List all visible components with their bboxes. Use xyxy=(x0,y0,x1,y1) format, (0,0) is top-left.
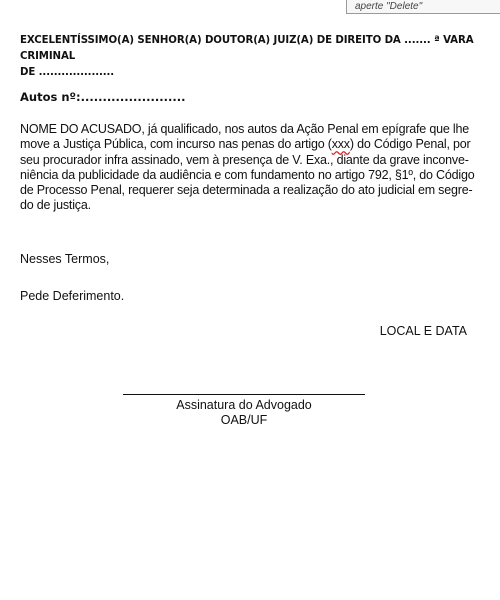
body-line-5: de Processo Penal, requerer seja determinada a realização do ato judicial em segre- xyxy=(20,183,473,198)
article-placeholder: xxx xyxy=(331,137,350,152)
petition-body xyxy=(20,122,475,214)
place-and-date: LOCAL E DATA xyxy=(379,324,467,338)
delete-hint-tooltip: aperte "Delete" xyxy=(346,0,500,14)
closing-request: Pede Deferimento. xyxy=(20,289,125,303)
body-line-3: seu procurador infra assinado, vem à presença de V. Exa., diante da grave inconve- xyxy=(20,152,469,167)
signature-name: Assinatura do Advogado xyxy=(176,398,312,412)
document-header xyxy=(20,33,480,81)
body-line-1: NOME DO ACUSADO, já qualificado, nos autos da Ação Penal em epígrafe que lhe xyxy=(20,122,469,136)
body-line-2-start: move a Justiça Pública, com incurso nas penas do artigo ( xyxy=(20,137,332,152)
signature-line xyxy=(123,394,365,395)
case-number-label: Autos nº:........................ xyxy=(20,90,186,104)
signature-oab: OAB/UF xyxy=(220,413,268,427)
body-line-2 xyxy=(20,137,471,152)
body-line-6: do de justiça. xyxy=(20,198,91,213)
signature-block xyxy=(123,398,365,428)
header-line-1: EXCELENTÍSSIMO(A) SENHOR(A) DOUTOR(A) JUIZ(A) DE DIREITO DA ....... ª VARA CRIMINAL xyxy=(20,35,474,62)
header-line-2: DE .................... xyxy=(20,67,115,78)
body-line-4: niência da publicidade da audiência e com fundamento no artigo 792, §1º, do Código xyxy=(20,167,475,182)
closing-terms: Nesses Termos, xyxy=(20,252,110,266)
body-line-2-end: ) do Código Penal, por xyxy=(349,137,471,152)
